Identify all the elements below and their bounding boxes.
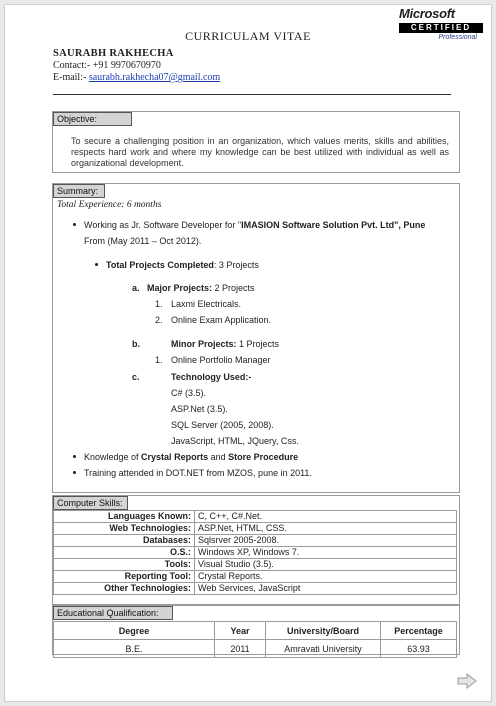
job-bullet xyxy=(73,220,425,231)
tech-item: JavaScript, HTML, JQuery, Css. xyxy=(171,436,299,446)
column-header: University/Board xyxy=(266,622,381,640)
bullet-icon xyxy=(73,471,76,474)
column-header: Year xyxy=(215,622,266,640)
minor-value: 1 Projects xyxy=(236,339,280,349)
percentage-cell: 63.93 xyxy=(381,640,457,658)
training-bullet xyxy=(73,468,312,479)
tech-item: C# (3.5). xyxy=(171,388,207,398)
skill-key: Reporting Tool: xyxy=(54,571,195,583)
email-line xyxy=(53,72,220,84)
skill-key: Languages Known: xyxy=(54,511,195,523)
bullet-icon xyxy=(73,223,76,226)
minor-label: Minor Projects: xyxy=(171,339,237,349)
document-title: CURRICULAM VITAE xyxy=(185,29,311,43)
objective-section xyxy=(52,111,460,173)
table-row xyxy=(54,583,457,595)
tech-marker: c. xyxy=(132,372,140,382)
knowledge-procedure: Store Procedure xyxy=(228,452,299,462)
major-item-num: 1. xyxy=(155,299,163,309)
minor-marker: b. xyxy=(132,339,140,349)
year-cell: 2011 xyxy=(215,640,266,658)
major-value: 2 Projects xyxy=(212,283,255,293)
university-cell: Amravati University xyxy=(266,640,381,658)
contact-number: Contact:- +91 9970670970 xyxy=(53,60,161,71)
projects-label: Total Projects Completed xyxy=(106,260,214,270)
next-arrow-icon[interactable] xyxy=(457,673,477,689)
skill-key: Databases: xyxy=(54,535,195,547)
bullet-icon xyxy=(73,455,76,458)
skill-key: Web Technologies: xyxy=(54,523,195,535)
column-header: Percentage xyxy=(381,622,457,640)
tech-item: ASP.Net (3.5). xyxy=(171,404,228,414)
knowledge-and: and xyxy=(208,452,229,462)
projects-value: : 3 Projects xyxy=(213,260,259,270)
objective-heading: Objective: xyxy=(53,112,132,126)
summary-section xyxy=(52,183,460,493)
major-item: Online Exam Application. xyxy=(171,315,272,325)
header-divider xyxy=(53,94,451,95)
logo-professional-text: Professional xyxy=(438,34,477,41)
tech-label: Technology Used:- xyxy=(171,372,252,382)
tech-item: SQL Server (2005, 2008). xyxy=(171,420,274,430)
minor-item-num: 1. xyxy=(155,355,163,365)
table-row xyxy=(54,640,457,658)
table-row xyxy=(54,511,457,523)
skill-value: ASP.Net, HTML, CSS. xyxy=(195,523,457,535)
skill-key: Tools: xyxy=(54,559,195,571)
candidate-name: SAURABH RAKHECHA xyxy=(53,48,174,59)
education-table xyxy=(53,621,457,658)
major-projects xyxy=(147,283,255,294)
logo-microsoft-text: Microsoft xyxy=(399,6,455,21)
projects-bullet xyxy=(95,260,259,271)
major-item-num: 2. xyxy=(155,315,163,325)
skill-value: Crystal Reports. xyxy=(195,571,457,583)
table-header-row xyxy=(54,622,457,640)
table-row xyxy=(54,571,457,583)
column-header: Degree xyxy=(54,622,215,640)
computer-skills-heading: Computer Skills: xyxy=(53,496,128,510)
skill-key: O.S.: xyxy=(54,547,195,559)
skill-value: Visual Studio (3.5). xyxy=(195,559,457,571)
minor-projects xyxy=(171,339,279,350)
summary-heading: Summary: xyxy=(53,184,105,198)
training-text: Training attended in DOT.NET from MZOS, pune in 2011. xyxy=(84,468,312,478)
knowledge-prefix: Knowledge of xyxy=(84,452,142,462)
major-item: Laxmi Electricals. xyxy=(171,299,242,309)
major-marker: a. xyxy=(132,283,140,293)
bullet-icon xyxy=(95,263,98,266)
total-experience: Total Experience: 6 months xyxy=(57,200,162,210)
email-link[interactable]: saurabh.rakhecha07@gmail.com xyxy=(88,72,221,83)
computer-skills-table xyxy=(53,510,457,595)
skill-value: Sqlsrver 2005-2008. xyxy=(195,535,457,547)
skill-value: Web Services, JavaScript xyxy=(195,583,457,595)
skill-value: C, C++, C#.Net. xyxy=(195,511,457,523)
knowledge-bullet xyxy=(73,452,298,463)
table-row xyxy=(54,523,457,535)
knowledge-crystal: Crystal Reports xyxy=(141,452,209,462)
skill-value: Windows XP, Windows 7. xyxy=(195,547,457,559)
skill-key: Other Technologies: xyxy=(54,583,195,595)
email-label: E-mail:- xyxy=(53,72,87,83)
table-row xyxy=(54,547,457,559)
logo-certified-text: CERTIFIED xyxy=(399,23,483,33)
minor-item: Online Portfolio Manager xyxy=(171,355,271,365)
degree-cell: B.E. xyxy=(54,640,215,658)
major-label: Major Projects: xyxy=(147,283,213,293)
job-prefix: Working as Jr. Software Developer for " xyxy=(84,220,242,230)
resume-page xyxy=(4,4,492,702)
objective-text: To secure a challenging position in an organization, which values merits, skills and abilities, respects hard work and where my knowledge can be best utilized with individual as well as organizational development. xyxy=(71,136,449,168)
education-section xyxy=(52,605,460,655)
job-company: IMASION Software Solution Pvt. Ltd xyxy=(241,220,395,230)
job-city: ", Pune xyxy=(394,220,426,230)
job-dates: From (May 2011 – Oct 2012). xyxy=(84,236,202,246)
table-row xyxy=(54,535,457,547)
table-row xyxy=(54,559,457,571)
education-heading: Educational Qualification: xyxy=(53,606,173,620)
computer-skills-section xyxy=(52,495,460,605)
